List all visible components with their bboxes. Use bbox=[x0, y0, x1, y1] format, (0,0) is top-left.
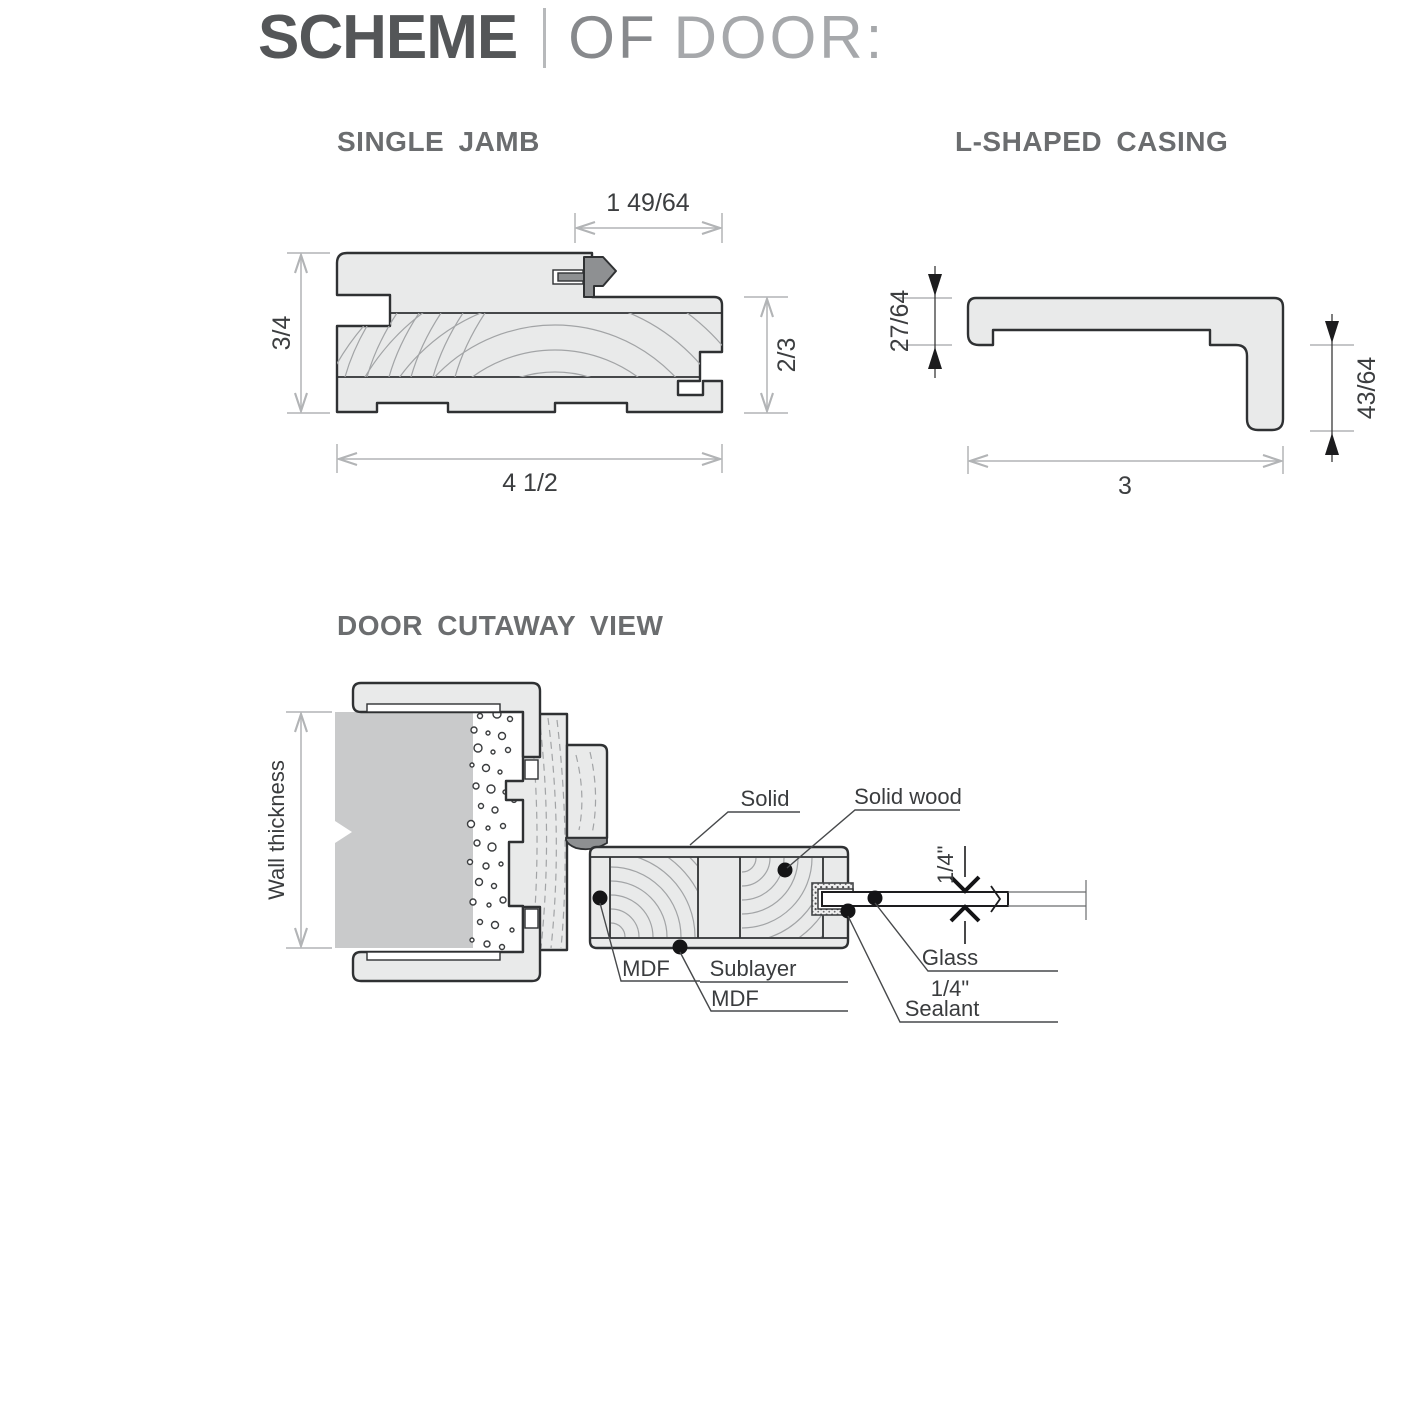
dim-right bbox=[744, 297, 801, 413]
dim-casing-left bbox=[886, 266, 952, 378]
dim-glass-value: 1/4" bbox=[933, 845, 958, 884]
dim-casing-right-value: 43/64 bbox=[1353, 356, 1381, 420]
dim-right-value: 2/3 bbox=[773, 337, 801, 373]
casing-bottom-lip bbox=[367, 952, 500, 960]
l-shaped-casing-heading: L-SHAPED CASING bbox=[955, 126, 1229, 157]
dim-casing-bottom-value: 3 bbox=[1118, 472, 1132, 500]
sublayer-label-line2: MDF bbox=[711, 986, 759, 1011]
single-jamb-heading: SINGLE JAMB bbox=[337, 126, 540, 157]
dim-casing-bottom bbox=[968, 446, 1283, 500]
sublayer-label-line1: Sublayer bbox=[709, 956, 797, 981]
solid-label: Solid bbox=[740, 786, 790, 811]
sealant-label: Sealant bbox=[904, 996, 980, 1021]
solid-wood-label: Solid wood bbox=[854, 784, 962, 809]
wall-block bbox=[335, 712, 473, 948]
door-cutaway-drawing bbox=[250, 645, 1110, 1055]
clip-stem bbox=[558, 273, 585, 281]
title-divider bbox=[543, 8, 546, 68]
foam-bubbles bbox=[468, 696, 520, 950]
dim-top bbox=[575, 189, 722, 243]
l-casing-drawing bbox=[860, 260, 1400, 505]
glass-label-line2: 1/4" bbox=[930, 976, 970, 1001]
casing-profile bbox=[968, 298, 1283, 430]
casing-top-lip bbox=[367, 704, 500, 712]
dim-top-value: 1 49/64 bbox=[606, 189, 690, 217]
dim-left bbox=[268, 253, 330, 413]
page-title bbox=[258, 2, 885, 73]
door-stop bbox=[567, 745, 607, 838]
title-door: DOOR: bbox=[673, 4, 886, 71]
metal-clip-icon bbox=[584, 257, 616, 297]
door-cutaway-heading: DOOR CUTAWAY VIEW bbox=[337, 610, 664, 641]
dim-wall-thickness bbox=[264, 712, 332, 948]
dim-casing-right bbox=[1310, 314, 1381, 462]
door-panel bbox=[590, 847, 848, 948]
single-jamb-drawing bbox=[268, 185, 801, 505]
jamb-rabbet-top bbox=[525, 760, 538, 779]
dim-casing-left-value: 27/64 bbox=[886, 289, 914, 353]
glass-label-line1: Glass bbox=[921, 945, 979, 970]
jamb-rabbet-bottom bbox=[525, 909, 538, 928]
mdf-label: MDF bbox=[622, 956, 670, 981]
title-of: OF bbox=[568, 4, 658, 71]
dim-bottom bbox=[337, 444, 722, 497]
wall-thickness-label: Wall thickness bbox=[264, 760, 289, 900]
title-scheme: SCHEME bbox=[258, 3, 518, 72]
dim-bottom-value: 4 1/2 bbox=[502, 469, 558, 497]
dim-left-value: 3/4 bbox=[268, 315, 296, 351]
